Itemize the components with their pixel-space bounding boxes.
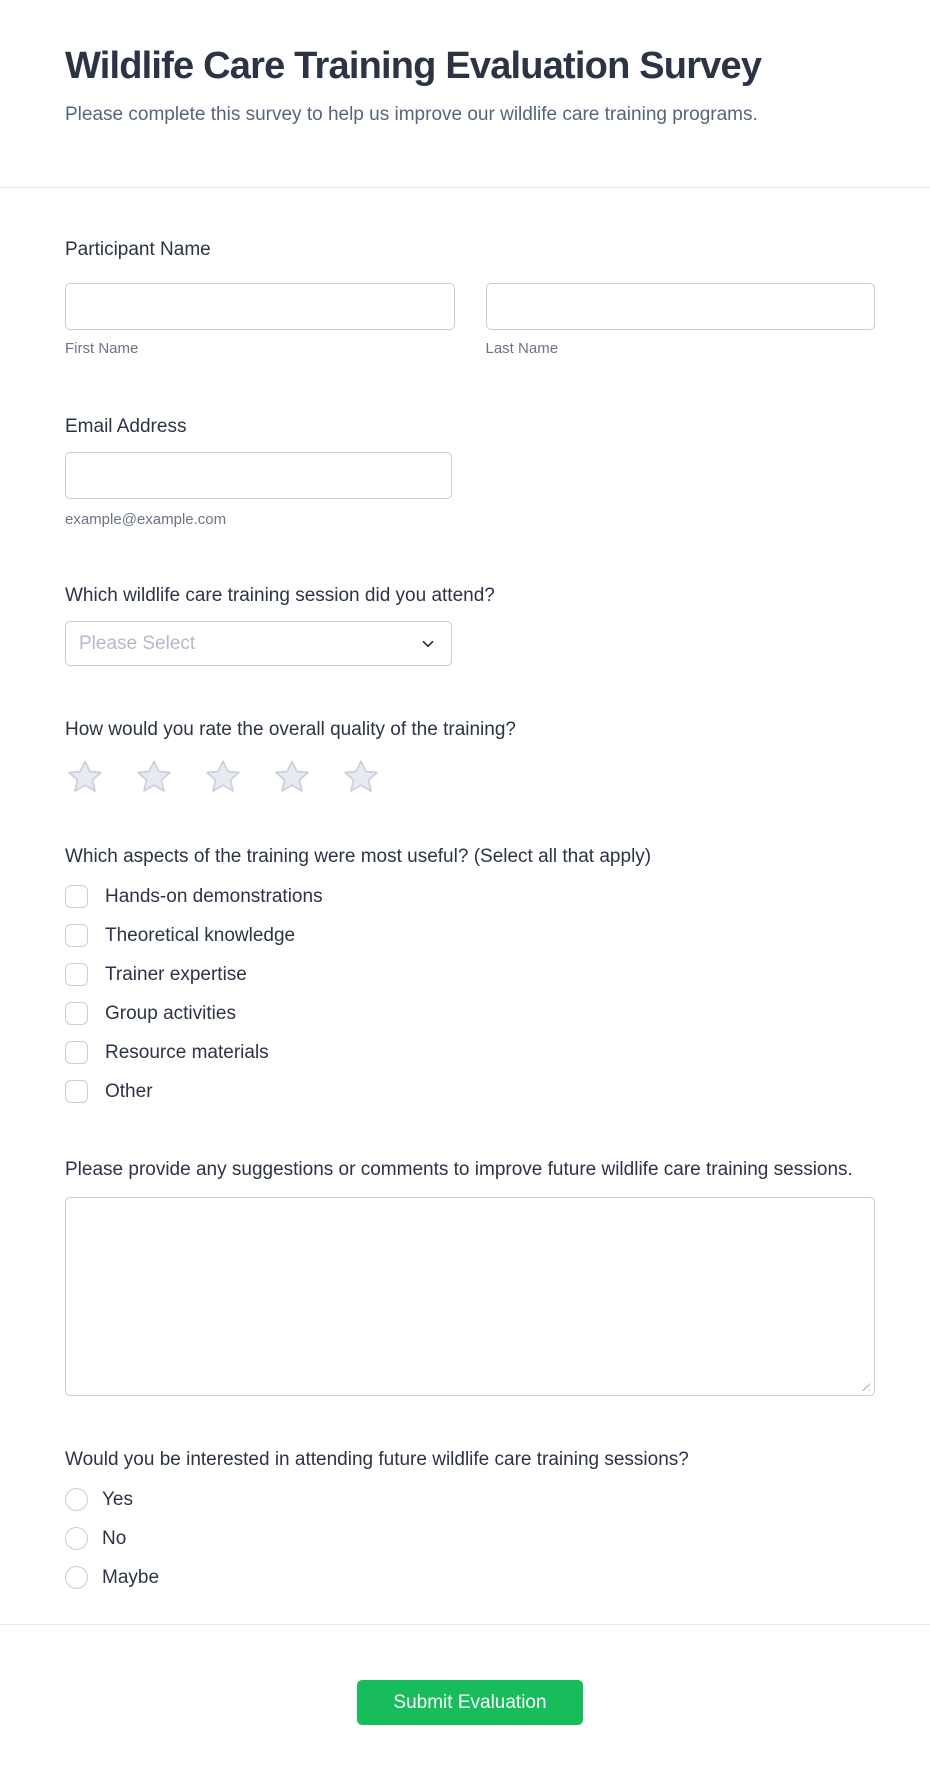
checkbox-label: Hands-on demonstrations	[105, 886, 323, 907]
radio-label: No	[102, 1528, 127, 1549]
name-fields-row	[65, 283, 875, 359]
radio-icon[interactable]	[65, 1566, 88, 1589]
last-name-column	[486, 283, 876, 359]
radio-label: Yes	[102, 1489, 133, 1510]
radio-icon[interactable]	[65, 1527, 88, 1550]
suggestions-textarea[interactable]	[65, 1197, 875, 1396]
radio-option-yes[interactable]	[65, 1487, 875, 1512]
radio-label: Maybe	[102, 1567, 160, 1588]
rating-question-label: How would you rate the overall quality of the training?	[65, 719, 516, 740]
first-name-input[interactable]	[65, 283, 455, 330]
last-name-sublabel: Last Name	[485, 340, 559, 357]
question-participant-name	[65, 236, 875, 359]
checkbox-label: Trainer expertise	[105, 964, 247, 985]
session-select-placeholder: Please Select	[79, 632, 196, 654]
checkbox-label: Resource materials	[105, 1042, 269, 1063]
star-icon[interactable]	[272, 755, 312, 799]
interest-radio-list	[65, 1487, 875, 1590]
session-select[interactable]	[65, 621, 452, 666]
participant-name-label: Participant Name	[65, 239, 211, 260]
checkbox-label: Other	[105, 1081, 153, 1102]
star-rating-group	[65, 755, 875, 799]
first-name-column	[65, 283, 455, 359]
page-title: Wildlife Care Training Evaluation Survey	[65, 45, 762, 87]
email-hint: example@example.com	[65, 511, 227, 528]
star-icon[interactable]	[134, 755, 174, 799]
email-field-wrap	[65, 452, 452, 499]
checkbox-option-other[interactable]	[65, 1079, 875, 1104]
suggestions-textarea-wrap	[65, 1197, 875, 1396]
last-name-input[interactable]	[486, 283, 876, 330]
checkbox-option-trainer[interactable]	[65, 962, 875, 987]
question-rating	[65, 716, 875, 799]
checkbox-option-resources[interactable]	[65, 1040, 875, 1065]
question-email	[65, 413, 875, 530]
submit-button[interactable]: Submit Evaluation	[357, 1680, 582, 1725]
star-icon[interactable]	[65, 755, 105, 799]
aspects-checkbox-list	[65, 884, 875, 1104]
question-aspects	[65, 843, 875, 1104]
checkbox-icon[interactable]	[65, 963, 88, 986]
question-interest	[65, 1446, 875, 1590]
checkbox-label: Group activities	[105, 1003, 236, 1024]
checkbox-option-hands-on[interactable]	[65, 884, 875, 909]
checkbox-icon[interactable]	[65, 1041, 88, 1064]
checkbox-label: Theoretical knowledge	[105, 925, 296, 946]
form-header	[0, 0, 930, 188]
radio-option-no[interactable]	[65, 1526, 875, 1551]
star-icon[interactable]	[341, 755, 381, 799]
email-label: Email Address	[65, 416, 187, 437]
checkbox-option-group[interactable]	[65, 1001, 875, 1026]
checkbox-option-theoretical[interactable]	[65, 923, 875, 948]
chevron-down-icon	[419, 635, 437, 653]
checkbox-icon[interactable]	[65, 924, 88, 947]
interest-question-label: Would you be interested in attending future wildlife care training sessions?	[65, 1449, 689, 1470]
first-name-sublabel: First Name	[65, 340, 139, 357]
checkbox-icon[interactable]	[65, 1080, 88, 1103]
question-session	[65, 582, 875, 666]
suggestions-question-label: Please provide any suggestions or comments to improve future wildlife care training sessions.	[65, 1159, 853, 1180]
radio-icon[interactable]	[65, 1488, 88, 1511]
aspects-question-label: Which aspects of the training were most useful? (Select all that apply)	[65, 846, 652, 867]
star-icon[interactable]	[203, 755, 243, 799]
email-input[interactable]	[65, 452, 452, 499]
radio-option-maybe[interactable]	[65, 1565, 875, 1590]
page-subtitle: Please complete this survey to help us improve our wildlife care training programs.	[65, 104, 758, 125]
session-question-label: Which wildlife care training session did you attend?	[65, 585, 495, 606]
question-suggestions	[65, 1156, 875, 1396]
checkbox-icon[interactable]	[65, 885, 88, 908]
checkbox-icon[interactable]	[65, 1002, 88, 1025]
form-body	[0, 236, 930, 1625]
form-footer	[0, 1625, 930, 1775]
